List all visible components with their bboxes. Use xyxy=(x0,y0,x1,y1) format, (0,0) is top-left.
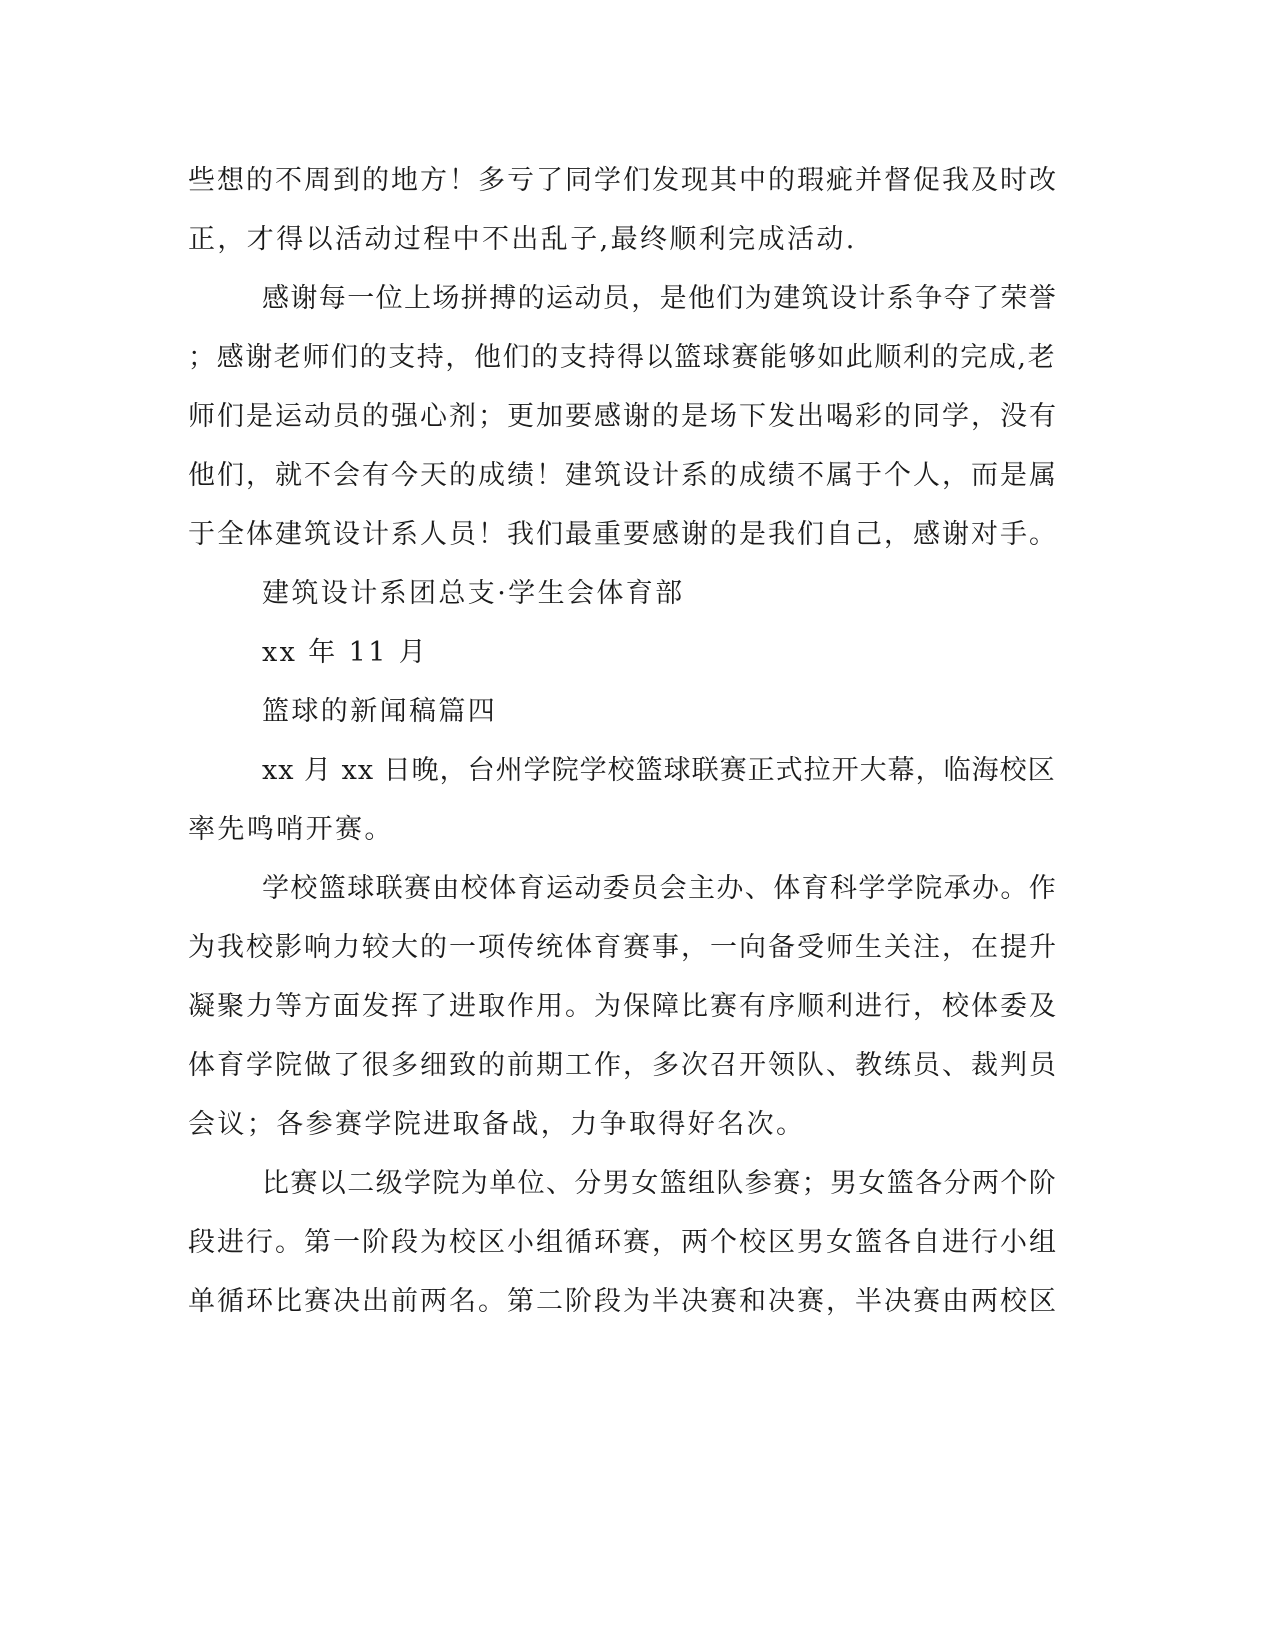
text-line: 体育学院做了很多细致的前期工作，多次召开领队、教练员、裁判员 xyxy=(188,1050,1058,1081)
date-line: xx 年 11 月 xyxy=(262,637,429,668)
text-line: 为我校影响力较大的一项传统体育赛事，一向备受师生关注，在提升 xyxy=(188,932,1058,963)
text-line: 他们，就不会有今天的成绩！建筑设计系的成绩不属于个人，而是属 xyxy=(188,460,1058,491)
text-line: 单循环比赛决出前两名。第二阶段为半决赛和决赛，半决赛由两校区 xyxy=(188,1286,1058,1317)
text-line: 师们是运动员的强心剂；更加要感谢的是场下发出喝彩的同学，没有 xyxy=(188,401,1058,432)
text-line: 凝聚力等方面发挥了进取作用。为保障比赛有序顺利进行，校体委及 xyxy=(188,991,1058,1022)
paragraph-first-line: 学校篮球联赛由校体育运动委员会主办、体育科学学院承办。作 xyxy=(262,873,1058,904)
text-line: 段进行。第一阶段为校区小组循环赛，两个校区男女篮各自进行小组 xyxy=(188,1227,1058,1258)
text-line: 率先鸣哨开赛。 xyxy=(188,814,394,845)
text-line: 正，才得以活动过程中不出乱子,最终顺利完成活动. xyxy=(188,224,857,255)
signature-line: 建筑设计系团总支·学生会体育部 xyxy=(262,578,685,609)
paragraph-first-line: 感谢每一位上场拼搏的运动员，是他们为建筑设计系争夺了荣誉 xyxy=(262,283,1058,314)
paragraph-first-line: xx 月 xx 日晚，台州学院学校篮球联赛正式拉开大幕，临海校区 xyxy=(262,755,1056,786)
section-title: 篮球的新闻稿篇四 xyxy=(262,696,498,727)
paragraph-first-line: 比赛以二级学院为单位、分男女篮组队参赛；男女篮各分两个阶 xyxy=(262,1168,1058,1199)
text-line: 会议；各参赛学院进取备战，力争取得好名次。 xyxy=(188,1109,806,1140)
text-line: 些想的不周到的地方！多亏了同学们发现其中的瑕疵并督促我及时改 xyxy=(188,165,1058,196)
text-line: ；感谢老师们的支持，他们的支持得以篮球赛能够如此顺利的完成,老 xyxy=(188,342,1057,373)
text-line: 于全体建筑设计系人员！我们最重要感谢的是我们自己，感谢对手。 xyxy=(188,519,1058,550)
